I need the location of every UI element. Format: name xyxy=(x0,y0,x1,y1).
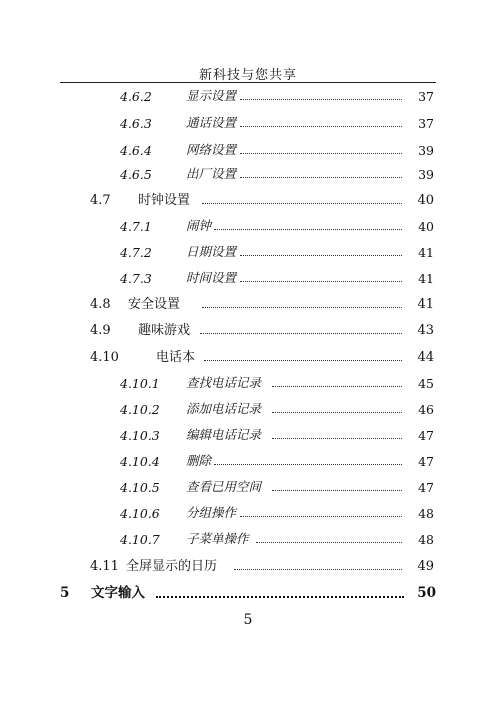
toc-entry-page: 41 xyxy=(417,297,434,312)
toc-entry[interactable] xyxy=(120,216,434,234)
dot-leader xyxy=(240,255,402,256)
toc-entry-title: 时钟设置 xyxy=(138,193,191,208)
toc-entry-title: 查找电话记录 xyxy=(186,375,262,390)
toc-entry-page: 45 xyxy=(418,376,434,391)
toc-entry[interactable] xyxy=(120,477,434,495)
toc-entry-number: 4.10.2 xyxy=(120,402,160,417)
dot-leader xyxy=(240,126,402,127)
toc-entry-number: 4.7.1 xyxy=(120,219,152,234)
toc-entry[interactable] xyxy=(90,320,434,338)
toc-entry-number: 4.7.2 xyxy=(120,245,152,260)
toc-entry[interactable] xyxy=(120,268,434,286)
dot-leader xyxy=(202,307,402,308)
toc-chapter-entry[interactable] xyxy=(60,583,436,601)
dot-leader xyxy=(156,596,404,598)
toc-entry-title: 趣味游戏 xyxy=(138,323,191,338)
toc-entry-number: 4.10.1 xyxy=(120,376,160,391)
toc-entry-page: 46 xyxy=(418,402,434,417)
toc-entry[interactable] xyxy=(120,164,434,182)
toc-entry[interactable] xyxy=(120,399,434,417)
header-rule xyxy=(60,82,436,83)
toc-entry-page: 48 xyxy=(418,506,434,521)
toc-entry-number: 4.9 xyxy=(90,323,111,338)
toc-entry-title: 时间设置 xyxy=(186,270,237,285)
toc-entry-number: 4.10.6 xyxy=(120,506,160,521)
dot-leader xyxy=(272,490,402,491)
toc-entry-number: 4.6.3 xyxy=(120,116,152,131)
toc-entry-page: 37 xyxy=(418,116,434,131)
toc-entry-page: 48 xyxy=(418,532,434,547)
toc-entry-title: 网络设置 xyxy=(186,142,237,157)
toc-entry[interactable] xyxy=(120,113,434,131)
toc-entry-title: 通话设置 xyxy=(186,115,237,130)
toc-entry[interactable] xyxy=(90,556,434,574)
toc-entry-number: 5 xyxy=(60,585,70,601)
toc-entry-page: 41 xyxy=(418,245,434,260)
dot-leader xyxy=(240,281,402,282)
toc-entry-page: 44 xyxy=(417,350,434,365)
toc-entry-title: 删除 xyxy=(186,453,212,468)
dot-leader xyxy=(202,203,402,204)
dot-leader xyxy=(200,333,402,334)
toc-entry-number: 4.10.7 xyxy=(120,532,160,547)
toc-entry-number: 4.11 xyxy=(90,559,119,574)
page-number: 5 xyxy=(243,612,253,628)
toc-entry-title: 安全设置 xyxy=(128,297,181,312)
dot-leader xyxy=(240,99,402,100)
dot-leader xyxy=(204,360,402,361)
dot-leader xyxy=(240,516,402,517)
toc-entry-page: 39 xyxy=(418,143,434,158)
toc-entry-number: 4.6.4 xyxy=(120,143,152,158)
toc-entry-page: 47 xyxy=(418,454,434,469)
dot-leader xyxy=(256,542,402,543)
toc-entry[interactable] xyxy=(120,242,434,260)
toc-entry-page: 39 xyxy=(418,167,434,182)
dot-leader xyxy=(214,229,402,230)
toc-entry-title: 闹钟 xyxy=(186,218,212,233)
toc-entry-title: 文字输入 xyxy=(91,585,145,601)
toc-entry[interactable] xyxy=(90,294,434,312)
toc-entry-page: 43 xyxy=(417,323,434,338)
toc-entry-number: 4.6.5 xyxy=(120,167,152,182)
toc-entry-page: 40 xyxy=(417,193,434,208)
toc-entry-number: 4.10.3 xyxy=(120,428,160,443)
dot-leader xyxy=(272,412,402,413)
toc-entry-title: 出厂设置 xyxy=(186,166,237,181)
toc-entry-page: 37 xyxy=(418,89,434,104)
toc-entry-number: 4.8 xyxy=(90,297,111,312)
toc-entry-page: 49 xyxy=(417,559,434,574)
toc-entry-page: 47 xyxy=(418,480,434,495)
toc-entry-number: 4.10.5 xyxy=(120,480,160,495)
toc-entry-title: 显示设置 xyxy=(186,88,237,103)
dot-leader xyxy=(234,569,402,570)
toc-entry-page: 47 xyxy=(418,428,434,443)
toc-entry[interactable] xyxy=(120,451,434,469)
toc-entry-title: 编辑电话记录 xyxy=(186,427,262,442)
toc-entry-title: 查看已用空间 xyxy=(186,479,262,494)
header-text: 新科技与您共享 xyxy=(198,68,297,83)
toc-entry-number: 4.6.2 xyxy=(120,89,152,104)
toc-entry[interactable] xyxy=(120,425,434,443)
toc-entry[interactable] xyxy=(120,373,434,391)
toc-entry[interactable] xyxy=(120,503,434,521)
dot-leader xyxy=(272,386,402,387)
toc-entry-title: 子菜单操作 xyxy=(186,531,249,546)
toc-entry-page: 41 xyxy=(418,271,434,286)
toc-entry[interactable] xyxy=(90,347,434,365)
toc-entry-title: 分组操作 xyxy=(186,505,237,520)
toc-entry-title: 电话本 xyxy=(156,350,196,365)
toc-entry-page: 50 xyxy=(417,585,436,601)
toc-entry-number: 4.7.3 xyxy=(120,271,152,286)
toc-entry[interactable] xyxy=(90,190,434,208)
dot-leader xyxy=(214,464,402,465)
toc-entry-number: 4.7 xyxy=(90,193,111,208)
toc-entry-title: 添加电话记录 xyxy=(186,401,262,416)
dot-leader xyxy=(272,438,402,439)
toc-entry[interactable] xyxy=(120,86,434,104)
toc-entry[interactable] xyxy=(120,529,434,547)
dot-leader xyxy=(240,177,402,178)
toc-entry-title: 日期设置 xyxy=(186,244,237,259)
toc-entry-number: 4.10.4 xyxy=(120,454,160,469)
toc-entry-title: 全屏显示的日历 xyxy=(126,559,218,574)
toc-entry[interactable] xyxy=(120,140,434,158)
toc-entry-page: 40 xyxy=(418,219,434,234)
toc-entry-number: 4.10 xyxy=(90,350,119,365)
dot-leader xyxy=(240,153,402,154)
